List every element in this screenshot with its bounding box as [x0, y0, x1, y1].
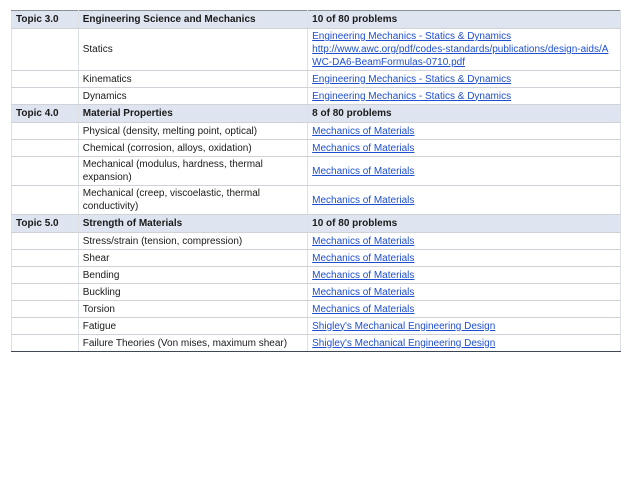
- reference-cell: [308, 318, 621, 335]
- reference-link[interactable]: Mechanics of Materials: [312, 252, 415, 264]
- reference-link[interactable]: Engineering Mechanics - Statics & Dynamics: [312, 90, 512, 102]
- empty-cell: [12, 267, 79, 284]
- empty-cell: [12, 335, 79, 352]
- table-row: [12, 335, 621, 352]
- topic-header-row: [12, 215, 621, 233]
- topic-header-row: [12, 11, 621, 29]
- reference-link[interactable]: Engineering Mechanics - Statics & Dynamics: [312, 31, 512, 42]
- reference-cell: [308, 284, 621, 301]
- empty-cell: [12, 71, 79, 88]
- reference-cell: [308, 71, 621, 88]
- topic-problem-count: 10 of 80 problems: [308, 11, 621, 29]
- table-row: [12, 267, 621, 284]
- table-row: [12, 233, 621, 250]
- table-row: [12, 250, 621, 267]
- topic-title: Strength of Materials: [78, 215, 307, 233]
- table-row: [12, 88, 621, 105]
- reference-link[interactable]: Mechanics of Materials: [312, 125, 415, 137]
- reference-link[interactable]: Mechanics of Materials: [312, 142, 415, 154]
- empty-cell: [12, 233, 79, 250]
- subtopic-label: Fatigue: [78, 318, 307, 335]
- topic-problem-count: 8 of 80 problems: [308, 105, 621, 123]
- empty-cell: [12, 140, 79, 157]
- topic-id: Topic 3.0: [12, 11, 79, 29]
- reference-cell: [308, 301, 621, 318]
- topic-title: Material Properties: [78, 105, 307, 123]
- reference-link[interactable]: Mechanics of Materials: [312, 165, 415, 177]
- table-row: [12, 284, 621, 301]
- reference-cell: [308, 335, 621, 352]
- reference-cell: [308, 123, 621, 140]
- subtopic-label: Buckling: [78, 284, 307, 301]
- reference-url-link[interactable]: http://www.awc.org/pdf/codes-standards/publications/design-aids/AWC-DA6-BeamFormulas-0710.pdf: [312, 44, 609, 68]
- empty-cell: [12, 301, 79, 318]
- reference-link[interactable]: Mechanics of Materials: [312, 235, 415, 247]
- subtopic-label: Kinematics: [78, 71, 307, 88]
- reference-link[interactable]: Mechanics of Materials: [312, 269, 415, 281]
- subtopic-label: Chemical (corrosion, alloys, oxidation): [78, 140, 307, 157]
- topic-id: Topic 5.0: [12, 215, 79, 233]
- subtopic-label: Failure Theories (Von mises, maximum shear): [78, 335, 307, 352]
- table-row: [12, 157, 621, 186]
- reference-cell: [308, 186, 621, 215]
- reference-link[interactable]: Shigley's Mechanical Engineering Design: [312, 337, 496, 349]
- empty-cell: [12, 284, 79, 301]
- subtopic-label: Statics: [78, 29, 307, 71]
- topic-header-row: [12, 105, 621, 123]
- empty-cell: [12, 250, 79, 267]
- reference-cell: [308, 233, 621, 250]
- subtopic-label: Bending: [78, 267, 307, 284]
- reference-cell: [308, 250, 621, 267]
- subtopic-label: Physical (density, melting point, optical): [78, 123, 307, 140]
- empty-cell: [12, 123, 79, 140]
- reference-cell: [308, 29, 621, 71]
- subtopic-label: Mechanical (creep, viscoelastic, thermal conductivity): [78, 186, 307, 215]
- topic-id: Topic 4.0: [12, 105, 79, 123]
- reference-link[interactable]: Mechanics of Materials: [312, 194, 415, 206]
- empty-cell: [12, 29, 79, 71]
- empty-cell: [12, 88, 79, 105]
- reference-cell: [308, 267, 621, 284]
- table-row: [12, 301, 621, 318]
- topic-problem-count: 10 of 80 problems: [308, 215, 621, 233]
- reference-link[interactable]: Mechanics of Materials: [312, 286, 415, 298]
- topic-title: Engineering Science and Mechanics: [78, 11, 307, 29]
- table-row: [12, 71, 621, 88]
- subtopic-label: Mechanical (modulus, hardness, thermal expansion): [78, 157, 307, 186]
- subtopic-label: Shear: [78, 250, 307, 267]
- table-row: [12, 29, 621, 71]
- table-row: [12, 318, 621, 335]
- table-row: [12, 140, 621, 157]
- subtopic-label: Torsion: [78, 301, 307, 318]
- empty-cell: [12, 157, 79, 186]
- reference-link[interactable]: Shigley's Mechanical Engineering Design: [312, 320, 496, 332]
- reference-cell: [308, 157, 621, 186]
- empty-cell: [12, 318, 79, 335]
- table-row: [12, 186, 621, 215]
- reference-cell: [308, 88, 621, 105]
- reference-link[interactable]: Engineering Mechanics - Statics & Dynamics: [312, 73, 512, 85]
- subtopic-label: Stress/strain (tension, compression): [78, 233, 307, 250]
- empty-cell: [12, 186, 79, 215]
- topics-table: [11, 10, 621, 352]
- reference-link[interactable]: Mechanics of Materials: [312, 303, 415, 315]
- table-row: [12, 123, 621, 140]
- subtopic-label: Dynamics: [78, 88, 307, 105]
- reference-cell: [308, 140, 621, 157]
